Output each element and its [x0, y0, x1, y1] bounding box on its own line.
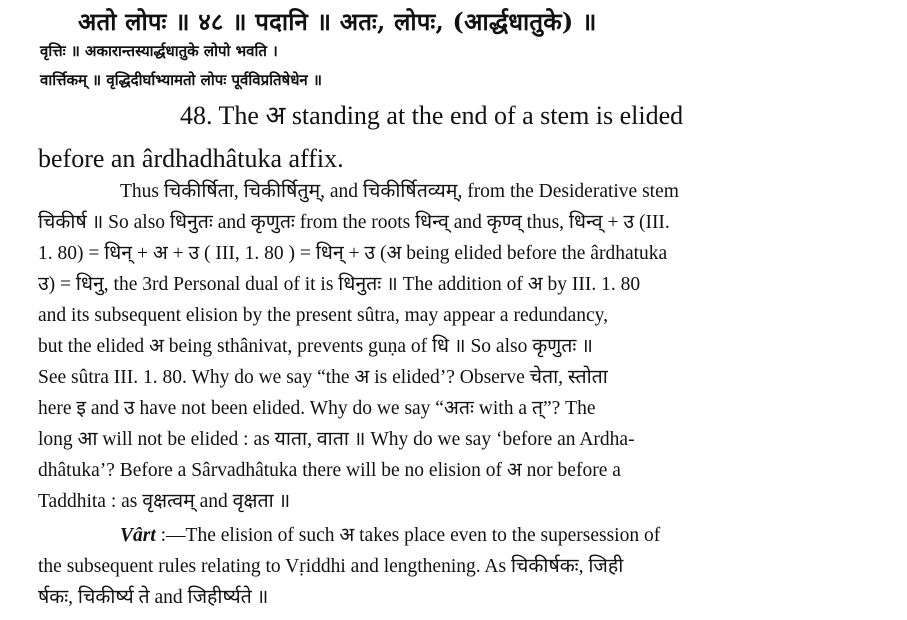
varttika-commentary: वार्त्तिकम् ॥ वृद्धिदीर्घाभ्यामतो लोपः पूर्वविप्रतिषेधेन ॥	[40, 71, 322, 89]
body-line-3: 1. 80) = धिन् + अ + उ ( III, 1. 80 ) = धिन् + उ (अ being elided before the ârdhatuka	[38, 243, 668, 264]
body-line-2: चिकीर्ष ॥ So also धिनुतः and कृणुतः from the roots धिन्व् and कृण्व् thus, धिन्व् + उ (III.	[38, 212, 670, 233]
body-line-6: but the elided अ being sthânivat, prevents guṇa of धि ॥ So also कृणुतः ॥	[38, 336, 593, 357]
translation-line-2: before an ârdhadhâtuka affix.	[38, 144, 344, 173]
vart-paragraph	[120, 526, 660, 546]
closing-line-2: र्षकः, चिकीर्ष्य ते and जिहीर्ष्यते ॥	[38, 587, 269, 608]
vritti-commentary: वृत्तिः ॥ अकारान्तस्यार्द्धधातुके लोपो भवति ।	[40, 42, 278, 60]
body-line-5: and its subsequent elision by the present sûtra, may appear a redundancy,	[38, 305, 609, 326]
body-line-4: उ) = धिनु, the 3rd Personal dual of it is धिनुतः ॥ The addition of अ by III. 1. 80	[38, 274, 641, 295]
body-line-7: See sûtra III. 1. 80. Why do we say “the अ is elided’? Observe चेता, स्तोता	[38, 367, 608, 388]
translation-line-1: 48. The अ standing at the end of a stem is elided	[180, 101, 684, 130]
vart-text: :—The elision of such अ takes place even to the supersession of	[155, 525, 661, 546]
sutra-heading: अतो लोपः ॥ ४८ ॥ पदानि ॥ अतः, लोपः, (आर्द्धधातुके) ॥	[78, 7, 597, 36]
body-line-11: Taddhita : as वृक्षत्वम् and वृक्षता ॥	[38, 491, 291, 512]
closing-line-1: the subsequent rules relating to Vṛiddhi and lengthening. As चिकीर्षकः, जिही	[38, 556, 624, 577]
body-line-1: Thus चिकीर्षिता, चिकीर्षितुम्, and चिकीर्षितव्यम्, from the Desiderative stem	[120, 181, 679, 202]
vart-label: Vârt	[120, 525, 156, 546]
body-line-8: here इ and उ have not been elided. Why do we say “अतः with a त्”? The	[38, 398, 596, 419]
body-line-9: long आ will not be elided : as याता, वाता ॥ Why do we say ‘before an Ardha-	[38, 429, 635, 450]
body-line-10: dhâtuka’? Before a Sârvadhâtuka there will be no elision of अ nor before a	[38, 460, 621, 481]
